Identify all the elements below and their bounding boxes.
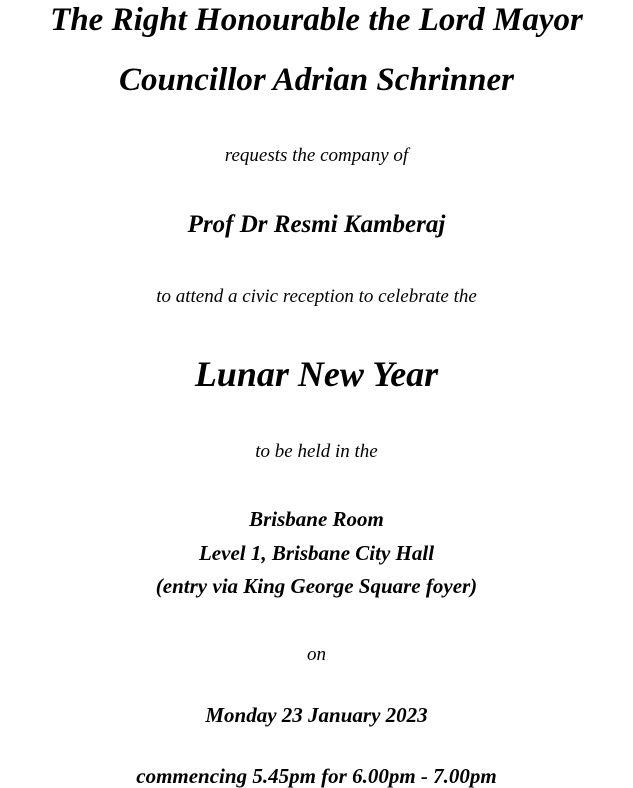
on-text: on bbox=[307, 644, 326, 665]
purpose-text: to attend a civic reception to celebrate the bbox=[156, 286, 477, 307]
host-title-line: The Right Honourable the Lord Mayor bbox=[50, 2, 583, 38]
request-text: requests the company of bbox=[224, 145, 409, 166]
venue-room: Brisbane Room bbox=[249, 507, 384, 531]
venue-building: Level 1, Brisbane City Hall bbox=[198, 541, 435, 565]
venue-entry: (entry via King George Square foyer) bbox=[155, 574, 478, 598]
event-time: commencing 5.45pm for 6.00pm - 7.00pm bbox=[136, 764, 497, 788]
event-name: Lunar New Year bbox=[194, 354, 439, 394]
event-date: Monday 23 January 2023 bbox=[205, 703, 428, 727]
guest-name: Prof Dr Resmi Kamberaj bbox=[187, 211, 446, 238]
host-name-line: Councillor Adrian Schrinner bbox=[119, 62, 514, 98]
held-text: to be held in the bbox=[255, 441, 378, 462]
